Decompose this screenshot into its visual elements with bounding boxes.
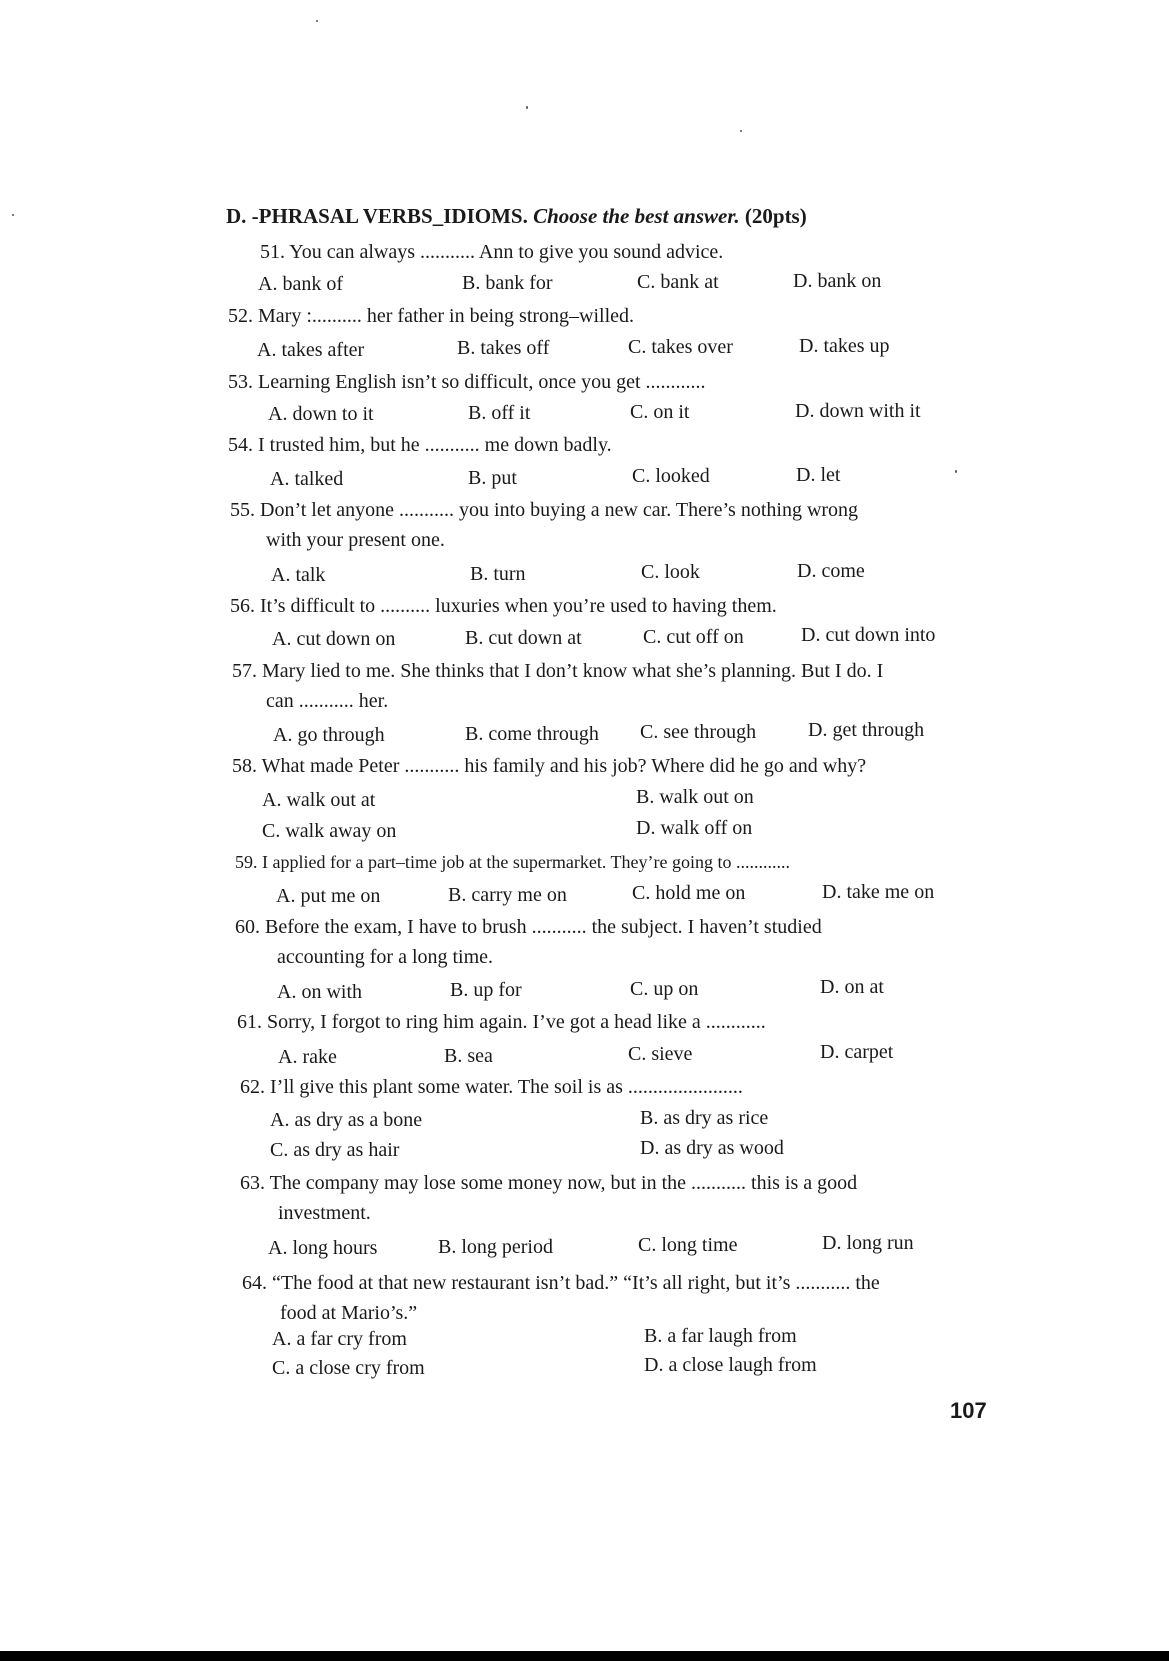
question-64-cont: food at Mario’s.” xyxy=(280,1302,418,1324)
option-59-b[interactable]: B. carry me on xyxy=(448,884,567,906)
option-51-d[interactable]: D. bank on xyxy=(793,270,882,292)
option-55-a[interactable]: A. talk xyxy=(271,564,326,586)
option-60-a[interactable]: A. on with xyxy=(277,981,362,1003)
option-56-b[interactable]: B. cut down at xyxy=(465,627,582,649)
option-52-a[interactable]: A. takes after xyxy=(257,339,365,361)
option-52-c[interactable]: C. takes over xyxy=(628,336,733,358)
option-57-b[interactable]: B. come through xyxy=(465,723,599,745)
option-58-a[interactable]: A. walk out at xyxy=(262,789,376,811)
option-57-d[interactable]: D. get through xyxy=(808,719,925,741)
question-63 xyxy=(240,1168,984,1228)
scan-speck xyxy=(526,106,528,109)
question-61: 61. Sorry, I forgot to ring him again. I’ve got a head like a ............ xyxy=(237,1011,766,1033)
option-62-d[interactable]: D. as dry as wood xyxy=(640,1137,784,1159)
question-57 xyxy=(232,656,974,716)
option-63-a[interactable]: A. long hours xyxy=(268,1237,378,1259)
question-58: 58. What made Peter ........... his family and his job? Where did he go and why? xyxy=(232,755,867,777)
question-55 xyxy=(230,495,970,555)
option-54-d[interactable]: D. let xyxy=(796,464,841,486)
scan-border xyxy=(0,1651,1169,1661)
option-61-b[interactable]: B. sea xyxy=(444,1045,493,1067)
option-64-a[interactable]: A. a far cry from xyxy=(272,1328,407,1350)
question-59: 59. I applied for a part–time job at the supermarket. They’re going to ............ xyxy=(235,852,791,872)
option-62-a[interactable]: A. as dry as a bone xyxy=(270,1109,423,1131)
option-59-d[interactable]: D. take me on xyxy=(822,881,935,903)
option-58-d[interactable]: D. walk off on xyxy=(636,817,753,839)
option-59-c[interactable]: C. hold me on xyxy=(632,882,746,904)
option-59-a[interactable]: A. put me on xyxy=(276,885,381,907)
option-53-d[interactable]: D. down with it xyxy=(795,400,921,422)
option-55-b[interactable]: B. turn xyxy=(470,563,526,585)
option-55-c[interactable]: C. look xyxy=(641,561,700,583)
question-55-cont: with your present one. xyxy=(266,529,445,551)
question-52: 52. Mary :.......... her father in being strong–willed. xyxy=(228,305,635,327)
scan-speck xyxy=(316,20,318,22)
option-54-c[interactable]: C. looked xyxy=(632,465,710,487)
question-64-text: 64. “The food at that new restaurant isn’t bad.” “It’s all right, but it’s ........... the xyxy=(242,1272,880,1294)
option-62-c[interactable]: C. as dry as hair xyxy=(270,1139,400,1161)
option-61-a[interactable]: A. rake xyxy=(278,1046,337,1068)
option-56-a[interactable]: A. cut down on xyxy=(272,628,396,650)
option-61-d[interactable]: D. carpet xyxy=(820,1041,894,1063)
option-54-a[interactable]: A. talked xyxy=(270,468,344,490)
scan-speck xyxy=(955,470,957,473)
question-60-cont: accounting for a long time. xyxy=(277,946,494,968)
option-64-d[interactable]: D. a close laugh from xyxy=(644,1354,817,1376)
question-60 xyxy=(235,912,980,972)
question-54: 54. I trusted him, but he ........... me down badly. xyxy=(228,434,612,456)
question-51: 51. You can always ........... Ann to give you sound advice. xyxy=(260,241,724,263)
question-62: 62. I’ll give this plant some water. The soil is as ....................... xyxy=(240,1076,743,1098)
question-60-text: 60. Before the exam, I have to brush ........... the subject. I haven’t studied xyxy=(235,916,822,938)
option-53-a[interactable]: A. down to it xyxy=(268,403,374,425)
option-58-c[interactable]: C. walk away on xyxy=(262,820,397,842)
option-64-b[interactable]: B. a far laugh from xyxy=(644,1325,797,1347)
question-63-cont: investment. xyxy=(278,1202,371,1224)
option-53-c[interactable]: C. on it xyxy=(630,401,690,423)
option-60-d[interactable]: D. on at xyxy=(820,976,884,998)
question-53: 53. Learning English isn’t so difficult, once you get ............ xyxy=(228,371,706,393)
option-51-b[interactable]: B. bank for xyxy=(462,272,553,294)
scan-speck xyxy=(740,130,742,132)
option-52-b[interactable]: B. takes off xyxy=(457,337,550,359)
section-instruction: Choose the best answer. xyxy=(533,204,740,228)
page-number: 107 xyxy=(950,1398,987,1423)
option-64-c[interactable]: C. a close cry from xyxy=(272,1357,425,1379)
option-51-a[interactable]: A. bank of xyxy=(258,273,343,295)
option-52-d[interactable]: D. takes up xyxy=(799,335,890,357)
option-60-c[interactable]: C. up on xyxy=(630,978,699,1000)
section-title xyxy=(226,204,807,229)
section-letter: D. -PHRASAL VERBS_IDIOMS. xyxy=(226,204,528,228)
question-55-text: 55. Don’t let anyone ........... you into buying a new car. There’s nothing wrong xyxy=(230,499,859,521)
question-64 xyxy=(242,1268,986,1328)
scan-speck xyxy=(12,214,14,216)
option-56-d[interactable]: D. cut down into xyxy=(801,624,936,646)
option-53-b[interactable]: B. off it xyxy=(468,402,531,424)
option-58-b[interactable]: B. walk out on xyxy=(636,786,754,808)
section-points: (20pts) xyxy=(744,204,807,228)
option-57-c[interactable]: C. see through xyxy=(640,721,757,743)
option-62-b[interactable]: B. as dry as rice xyxy=(640,1107,769,1129)
option-61-c[interactable]: C. sieve xyxy=(628,1043,693,1065)
option-57-a[interactable]: A. go through xyxy=(273,724,385,746)
question-57-text: 57. Mary lied to me. She thinks that I don’t know what she’s planning. But I do. I xyxy=(232,660,884,682)
option-60-b[interactable]: B. up for xyxy=(450,979,522,1001)
option-51-c[interactable]: C. bank at xyxy=(637,271,719,293)
option-56-c[interactable]: C. cut off on xyxy=(643,626,744,648)
option-54-b[interactable]: B. put xyxy=(468,467,517,489)
question-57-cont: can ........... her. xyxy=(266,690,389,712)
option-63-c[interactable]: C. long time xyxy=(638,1234,738,1256)
option-63-d[interactable]: D. long run xyxy=(822,1232,914,1254)
question-63-text: 63. The company may lose some money now, but in the ........... this is a good xyxy=(240,1172,858,1194)
option-55-d[interactable]: D. come xyxy=(797,560,865,582)
option-63-b[interactable]: B. long period xyxy=(438,1236,553,1258)
question-56: 56. It’s difficult to .......... luxuries when you’re used to having them. xyxy=(230,595,777,617)
